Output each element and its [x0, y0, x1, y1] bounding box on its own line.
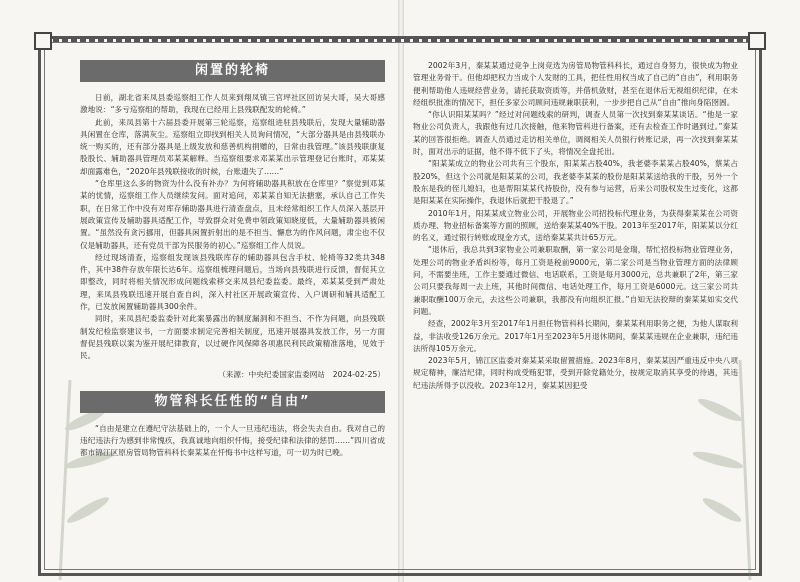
paragraph: 2023年5月，锦江区监委对秦某某采取留置措施。2023年8月，秦某某因严重违反中央八项规定精神，廉洁纪律，同时构成受贿犯罪，受到开除党籍处分，按规定取消其享受的待遇，其违纪违法所得予以没收。2023年12月，秦某某因犯受 — [413, 356, 738, 390]
paragraph: 2010年1月，阳某某成立物业公司，开展物业公司招投标代理业务，为获得秦某某在公司资质办理、物业招标备案等方面的照顾，送给秦某某40%干股。2013年至2017年，阳某某以分红的名义，通过银行转账或现金方式，送给秦某某共计65万元。 — [413, 208, 738, 243]
paragraph: 日前，湖北省来凤县委巡察组工作人员来到翔凤镇三官坪社区回访吴大哥，吴大哥感激地说：“多亏巡察组的帮助，我现在已经用上县残联配发的轮椅。” — [80, 93, 385, 115]
article-source: （来源：中央纪委国家监委网站 2024-02-25） — [218, 369, 385, 379]
paragraph: 同时，来凤县纪委监委针对此案暴露出的制度漏洞和不担当、不作为问题，向县残联制发纪检监察建议书，一方面要求制定完善相关制度，迅速开展器具发放工作，另一方面督促县残联以案为鉴开展纪律教育，以过硬作风保障各项惠民利民政策精准落地，见效于民。 — [80, 314, 385, 361]
frame-corner-ornament — [748, 32, 766, 50]
paragraph: 2002年3月，秦某某通过竞争上岗竞选为房管局物管科科长，通过自身努力，很快成为物业管理业务骨干。但他却把权力当成个人发财的工具，把任性用权当成了自己的“自由”，利用职务便利帮助他人违规经营业务，请托获取资质等，并借机敛财，甚至在退休后无视组织纪律，在未经组织批准的情况下，担任多家公司顾问违规兼职获利，一步步把自己从“自由”推向身陷囹圄。 — [413, 61, 738, 107]
paragraph: “退休后，我总共到3家物业公司兼职取酬，第一家公司是金瑞，帮忙招投标物业管理业务，处理公司的物业矛盾纠纷等，每月工资是税前9000元，第二家公司是当物业管理方面的法律顾问，不需要坐班，工作主要通过微信、电话联系，工资是每月3000元，总共兼职了2年，第三家公司只要我每周一去上班，其他时间微信、电话处理工作，每月工资是6000元。这三家公司共兼职取酬100万余元，去这些公司兼职，我都没有向组织汇报。”自知无法狡辩的秦某某如实交代问题。 — [413, 245, 738, 316]
article-title: 物管科长任性的“自由” — [80, 391, 385, 413]
paragraph: 经过现场清查，巡察组发现该县残联库存的辅助器具包含手杖、轮椅等32类共348件，其中38件存放年限长达6年。巡察组梳理问题后，当场向县残联进行反馈，督促其立即整改，同时将相关情况形成问题线索移交来凤县纪委监委。最终，邓某某受到严肃处理，来凤县残联迅速开展自查自纠，深入村社区开展政策宣传、入户调研和辅具适配工作，已发放闲置辅助器具300余件。 — [80, 252, 385, 312]
paragraph: 经查，2002年3月至2017年1月担任物管科科长期间，秦某某利用职务之便，为他人谋取利益，非法收受126万余元。2017年1月至2023年5月退休期间，秦某某违规在企业兼职，违纪违法所得105万余元。 — [413, 319, 738, 353]
article-title: 闲置的轮椅 — [80, 60, 385, 82]
left-column — [80, 60, 385, 460]
right-column — [413, 60, 738, 392]
paragraph: “阳某某成立的物业公司共有三个股东，阳某某占股40%，我老婆李某某占股40%，蔡某占股20%，但这个公司就是阳某某的公司，我老婆李某某的股份是阳某某送给我的干股，另外一个股东是我的侄儿媳妇，也是帮阳某某代持股份，没有参与运营，后来公司股权发生过变化，这都是阳某某在实际操作，我退休后就把干股退了。” — [413, 159, 738, 206]
paragraph: 此前，来凤县第十六届县委开展第三轮巡察，巡察组进驻县残联后，发现大量辅助器具闲置在仓库，落满灰尘。巡察组立即找到相关人员询问情况，“大部分器具是由县残联办统一购买的，还有部分器具是上级发放和慈善机构捐赠的，日常由我管理。”该县残联康复股股长、辅助器具管理员邓某某解释。当巡察组要求邓某某出示管理登记台账时，邓某某却面露难色，“2020年县残联接收的时候，台账遗失了……” — [80, 117, 385, 176]
paragraph: “仓库里这么多的物资为什么没有补办？为何将辅助器具积放在仓库里？”察觉到邓某某的忧情，巡察组工作人员继续发问。面对追问，邓某某自知无法搪塞，承认自己工作失职，在日常工作中没有对库存辅助器具进行清查盘点，且未经常组织工作人员深入基层开展政策宣传及辅助器具适配工作，导致群众对免费申领政策知晓度低，大量辅助器具被闲置。“虽然没有贪污挪用，但器具闲置折射出的是不担当、懈怠为的作风问题，肃尘也不仅仅是辅助器具，还有党员干部为民服务的初心。”巡察组工作人员说。 — [80, 179, 385, 250]
paragraph: “自由是建立在遵纪守法基础上的，一个人一旦违纪违法，将会失去自由。我对自己的违纪违法行为感到非常愧疚，我真诚地向组织忏悔，接受纪律和法律的惩罚……”四川省成都市锦江区原房管局物管科科长秦某某在忏悔书中这样写道，可一切为时已晚。 — [80, 423, 385, 458]
paragraph: “你认识阳某某吗？”经过对问题线索的研判，调查人员第一次找到秦某某谈话。“他是一家物业公司负责人，我跟他有过几次接触，他来物管科进行备案，还有去检查工作时遇到过。”秦某某的回答很拒绝。调查人员通过走访相关单位，调阅相关人员银行转账记录，再一次找到秦某某时，面对出示的证据，他不得不低下了头，将情况全盘托出。 — [413, 110, 738, 157]
frame-corner-ornament — [34, 32, 52, 50]
bamboo-decoration — [690, 360, 780, 580]
